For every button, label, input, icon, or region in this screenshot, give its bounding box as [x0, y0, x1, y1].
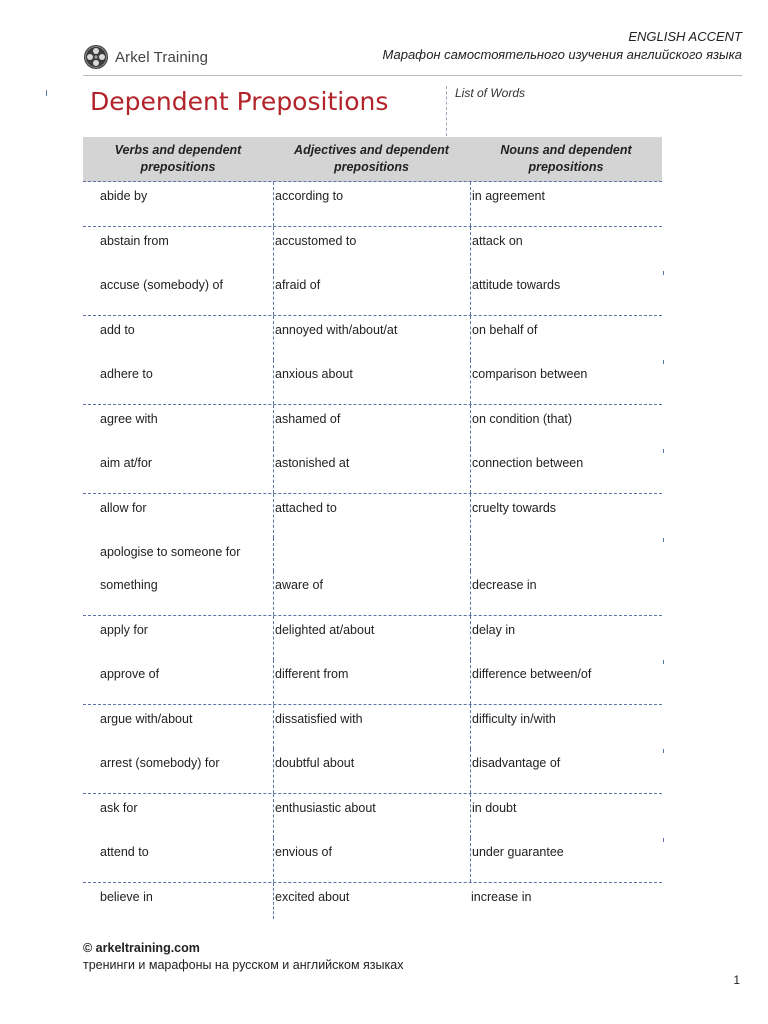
table-row [83, 660, 662, 704]
column-header-nouns: Nouns and dependent prepositions [500, 143, 632, 174]
verb-cell: believe in [100, 890, 153, 904]
table-row-group [83, 883, 662, 919]
table-row [83, 227, 662, 271]
header-subtitle: Марафон самостоятельного изучения английского языка [382, 47, 742, 62]
table-row-group [83, 794, 662, 883]
adjective-cell: delighted at/about [273, 616, 470, 660]
noun-cell: on condition (that) [470, 405, 662, 449]
adjective-cell: afraid of [273, 271, 470, 315]
margin-mark [663, 360, 664, 364]
noun-cell: in doubt [470, 794, 662, 838]
logo-text: Arkel Training [115, 48, 209, 66]
table-row [83, 405, 662, 449]
table-row [83, 538, 662, 571]
margin-mark [663, 838, 664, 842]
table-row-group [83, 182, 662, 227]
verb-cell: allow for [100, 501, 147, 515]
table-row [83, 883, 662, 919]
header-divider [83, 75, 742, 76]
verb-cell: agree with [100, 412, 158, 426]
verb-cell: aim at/for [100, 456, 153, 470]
noun-cell: attitude towards [470, 271, 662, 315]
title-divider [446, 86, 447, 136]
noun-cell: delay in [470, 616, 662, 660]
column-header-adjectives: Adjectives and dependent prepositions [294, 143, 449, 174]
table-row-group [83, 316, 662, 405]
table-row [83, 449, 662, 493]
margin-mark [663, 449, 664, 453]
noun-cell: disadvantage of [470, 749, 662, 793]
verb-cell: accuse (somebody) of [100, 278, 223, 292]
table-row-group [83, 494, 662, 616]
table-row [83, 316, 662, 360]
adjective-cell: annoyed with/about/at [273, 316, 470, 360]
column-header-verbs: Verbs and dependent prepositions [114, 143, 242, 174]
adjective-cell: envious of [273, 838, 470, 882]
verb-cell: ask for [100, 801, 138, 815]
table-row [83, 749, 662, 793]
document-header [383, 28, 742, 64]
noun-cell: connection between [470, 449, 662, 493]
verb-cell: abide by [100, 189, 148, 203]
table-row [83, 571, 662, 615]
adjective-cell: doubtful about [273, 749, 470, 793]
noun-cell: attack on [470, 227, 662, 271]
verb-cell: apologise to someone for [100, 545, 241, 559]
noun-cell [470, 538, 662, 571]
table-row [83, 271, 662, 315]
verb-cell: attend to [100, 845, 149, 859]
margin-mark [663, 271, 664, 275]
noun-cell: on behalf of [470, 316, 662, 360]
table-row-group [83, 405, 662, 494]
table-row [83, 794, 662, 838]
verb-cell: arrest (somebody) for [100, 756, 220, 770]
table-row [83, 494, 662, 538]
noun-cell: increase in [471, 890, 532, 904]
adjective-cell: enthusiastic about [273, 794, 470, 838]
header-brand-line: ENGLISH ACCENT [628, 29, 742, 44]
verb-cell: approve of [100, 667, 160, 681]
verb-cell: something [100, 578, 158, 592]
table-row-group [83, 705, 662, 794]
margin-mark [663, 538, 664, 542]
adjective-cell: ashamed of [273, 405, 470, 449]
adjective-cell [273, 538, 470, 571]
table-row [83, 838, 662, 882]
verb-cell: argue with/about [100, 712, 193, 726]
noun-cell: cruelty towards [470, 494, 662, 538]
prepositions-table [83, 137, 662, 919]
page-number: 1 [733, 973, 740, 987]
noun-cell: difference between/of [470, 660, 662, 704]
list-label: List of Words [455, 86, 526, 100]
page-footer [83, 940, 403, 974]
arkel-logo [83, 44, 208, 70]
adjective-cell: aware of [273, 571, 470, 615]
adjective-cell: dissatisfied with [273, 705, 470, 749]
table-row [83, 182, 662, 226]
verb-cell: add to [100, 323, 135, 337]
margin-mark [46, 90, 47, 96]
footer-copyright: © arkeltraining.com [83, 941, 200, 955]
table-row-group [83, 616, 662, 705]
noun-cell: difficulty in/with [470, 705, 662, 749]
film-reel-icon [83, 44, 109, 70]
adjective-cell: different from [273, 660, 470, 704]
adjective-cell: anxious about [273, 360, 470, 404]
adjective-cell: astonished at [273, 449, 470, 493]
margin-mark [663, 749, 664, 753]
table-row [83, 705, 662, 749]
adjective-cell: accustomed to [273, 227, 470, 271]
noun-cell: under guarantee [470, 838, 662, 882]
noun-cell: decrease in [470, 571, 662, 615]
adjective-cell: excited about [273, 883, 470, 919]
table-row-group [83, 227, 662, 316]
noun-cell: in agreement [470, 182, 662, 226]
verb-cell: adhere to [100, 367, 153, 381]
adjective-cell: attached to [273, 494, 470, 538]
verb-cell: abstain from [100, 234, 169, 248]
margin-mark [663, 660, 664, 664]
footer-tagline: тренинги и марафоны на русском и английском языках [83, 958, 404, 972]
table-row [83, 360, 662, 404]
page-title: Dependent Prepositions [90, 87, 389, 116]
adjective-cell: according to [273, 182, 470, 226]
verb-cell: apply for [100, 623, 148, 637]
table-header [83, 137, 662, 182]
table-row [83, 616, 662, 660]
noun-cell: comparison between [470, 360, 662, 404]
